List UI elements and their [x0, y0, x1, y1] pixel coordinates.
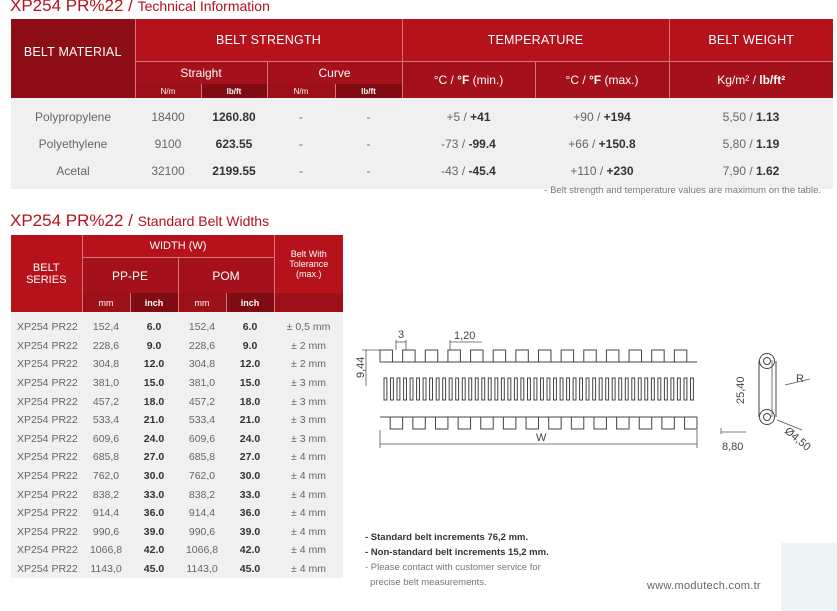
curve-lbft-cell: - [335, 98, 402, 130]
series-cell: XP254 PR22 [11, 355, 82, 374]
table-row [11, 411, 343, 430]
material-unit-spacer [11, 84, 135, 98]
temp-max-cell: +90 / +194 [535, 98, 669, 130]
note-standard: - Standard belt increments 76,2 mm. [365, 532, 529, 543]
table-row [11, 504, 343, 523]
hinge-slot [423, 378, 426, 400]
curve-lbft-cell: - [335, 130, 402, 157]
straight-lbft-unit: lb/ft [201, 84, 267, 98]
hinge-slot [404, 378, 407, 400]
pp-inch-cell: 24.0 [130, 430, 178, 449]
temp-min-header: °C / °F (min.) [402, 62, 535, 99]
pom-mm-cell: 457,2 [178, 392, 226, 411]
hinge-slot [443, 378, 446, 400]
table-row [11, 355, 343, 374]
straight-header: Straight [135, 62, 267, 85]
temp-min-cell: -43 / -45.4 [402, 157, 535, 189]
pp-inch-cell: 27.0 [130, 448, 178, 467]
hinge-slot [573, 378, 576, 400]
pom-mm-cell: 762,0 [178, 467, 226, 486]
hinge-slot [456, 378, 459, 400]
pp-mm-cell: 228,6 [82, 337, 130, 356]
pom-inch-cell: 24.0 [226, 430, 274, 449]
straight-nm-cell: 18400 [135, 98, 201, 130]
straight-lbft-cell: 2199.55 [201, 157, 267, 189]
pom-mm-cell: 381,0 [178, 374, 226, 393]
hinge-slot [638, 378, 641, 400]
curve-nm-cell: - [267, 98, 335, 130]
hinge-slot [677, 378, 680, 400]
pom-inch-cell: 6.0 [226, 312, 274, 337]
hinge-slot [684, 378, 687, 400]
pom-mm-cell: 1066,8 [178, 541, 226, 560]
tolerance-cell: ± 4 mm [274, 541, 343, 560]
pom-mm-cell: 685,8 [178, 448, 226, 467]
pp-inch-cell: 36.0 [130, 504, 178, 523]
note-contact: - Please contact with customer service for [365, 562, 541, 573]
temp-max-cell: +66 / +150.8 [535, 130, 669, 157]
tolerance-cell: ± 4 mm [274, 485, 343, 504]
hinge-slot [501, 378, 504, 400]
hinge-slot [384, 378, 387, 400]
series-cell: XP254 PR22 [11, 523, 82, 542]
temp-max-header: °C / °F (max.) [535, 62, 669, 99]
pom-header: POM [178, 258, 274, 294]
hinge-slot [410, 378, 413, 400]
pom-inch-cell: 12.0 [226, 355, 274, 374]
top-teeth-outline [380, 350, 687, 362]
pom-inch-cell: 15.0 [226, 374, 274, 393]
pp-inch-cell: 6.0 [130, 312, 178, 337]
note-non-standard: - Non-standard belt increments 15,2 mm. [365, 547, 549, 558]
series-cell: XP254 PR22 [11, 337, 82, 356]
pom-inch-cell: 9.0 [226, 337, 274, 356]
hinge-slot [475, 378, 478, 400]
tolerance-cell: ± 3 mm [274, 430, 343, 449]
pom-mm-cell: 838,2 [178, 485, 226, 504]
website-link[interactable]: www.modutech.com.tr [647, 580, 761, 592]
pp-mm-cell: 914,4 [82, 504, 130, 523]
curve-lbft-unit: lb/ft [335, 84, 402, 98]
pp-mm-cell: 1066,8 [82, 541, 130, 560]
tolerance-cell: ± 4 mm [274, 448, 343, 467]
hinge-slot [580, 378, 583, 400]
straight-nm-cell: 9100 [135, 130, 201, 157]
hinge-slot [482, 378, 485, 400]
hinge-slot [567, 378, 570, 400]
pp-mm-cell: 609,6 [82, 430, 130, 449]
pp-inch-cell: 42.0 [130, 541, 178, 560]
dim-pitch: 25,40 [735, 376, 747, 404]
temperature-header: TEMPERATURE [402, 19, 669, 62]
pp-inch-cell: 30.0 [130, 467, 178, 486]
curve-nm-cell: - [267, 130, 335, 157]
pp-mm-cell: 381,0 [82, 374, 130, 393]
hinge-slot [586, 378, 589, 400]
table-row [11, 560, 343, 579]
series-cell: XP254 PR22 [11, 485, 82, 504]
hinge-slot [430, 378, 433, 400]
belt-outline [380, 350, 697, 429]
pom-mm-cell: 914,4 [178, 504, 226, 523]
hinge-slot [560, 378, 563, 400]
hinge-slot [514, 378, 517, 400]
temp-min-cell: +5 / +41 [402, 98, 535, 130]
hinge-slots [384, 378, 693, 400]
dim-height: 9,44 [355, 356, 367, 378]
temp-max-cell: +110 / +230 [535, 157, 669, 189]
pp-mm-cell: 1143,0 [82, 560, 130, 579]
tolerance-header: Belt With Tolerance (max.) [274, 235, 343, 293]
pom-mm-cell: 152,4 [178, 312, 226, 337]
belt-widths-title: XP254 PR%22 / Standard Belt Widths [10, 211, 270, 230]
hinge-slot [651, 378, 654, 400]
pp-mm-cell: 990,6 [82, 523, 130, 542]
technical-info-table [11, 19, 833, 189]
pp-mm-cell: 685,8 [82, 448, 130, 467]
dim-hole-diameter: Ø4,50 [782, 425, 813, 454]
hinge-slot [397, 378, 400, 400]
increment-notes [365, 530, 549, 590]
temp-min-cell: -73 / -99.4 [402, 130, 535, 157]
belt-widths-table [11, 235, 343, 578]
pp-inch-cell: 39.0 [130, 523, 178, 542]
series-cell: XP254 PR22 [11, 504, 82, 523]
dim-width: W [536, 432, 547, 444]
dim-thickness: 8,80 [722, 441, 744, 453]
pom-mm-cell: 609,6 [178, 430, 226, 449]
table-row [11, 523, 343, 542]
series-cell: XP254 PR22 [11, 560, 82, 579]
tolerance-cell: ± 3 mm [274, 374, 343, 393]
note-precise: precise belt measurements. [370, 577, 487, 588]
belt-dimension-drawing [340, 320, 837, 460]
table-row [11, 130, 833, 157]
dim-slot-width: 1,20 [454, 330, 476, 342]
pp-inch-cell: 33.0 [130, 485, 178, 504]
table-row [11, 98, 833, 130]
hinge-slot [391, 378, 394, 400]
tolerance-cell: ± 4 mm [274, 504, 343, 523]
hinge-slot [625, 378, 628, 400]
belt-weight-header: BELT WEIGHT [669, 19, 833, 62]
pom-mm-unit: mm [178, 293, 226, 312]
weight-cell: 7,90 / 1.62 [669, 157, 833, 189]
pp-mm-cell: 838,2 [82, 485, 130, 504]
weight-cell: 5,50 / 1.13 [669, 98, 833, 130]
hinge-slot [508, 378, 511, 400]
tolerance-cell: ± 3 mm [274, 392, 343, 411]
hinge-slot [521, 378, 524, 400]
series-cell: XP254 PR22 [11, 312, 82, 337]
series-cell: XP254 PR22 [11, 467, 82, 486]
curve-header: Curve [267, 62, 402, 85]
pom-mm-cell: 990,6 [178, 523, 226, 542]
pom-mm-cell: 304,8 [178, 355, 226, 374]
pom-inch-cell: 30.0 [226, 467, 274, 486]
tolerance-cell: ± 4 mm [274, 467, 343, 486]
hinge-slot [619, 378, 622, 400]
hinge-slot [658, 378, 661, 400]
straight-lbft-cell: 623.55 [201, 130, 267, 157]
pom-inch-cell: 18.0 [226, 392, 274, 411]
straight-nm-cell: 32100 [135, 157, 201, 189]
hinge-slot [541, 378, 544, 400]
tolerance-cell: ± 3 mm [274, 411, 343, 430]
belt-material-header: BELT MATERIAL [11, 19, 135, 84]
hinge-slot [495, 378, 498, 400]
pom-mm-cell: 1143,0 [178, 560, 226, 579]
dim-radius: R [796, 373, 804, 385]
width-header: WIDTH (W) [82, 235, 274, 258]
pom-inch-unit: inch [226, 293, 274, 312]
pp-inch-cell: 45.0 [130, 560, 178, 579]
hinge-slot [691, 378, 694, 400]
table-row [11, 337, 343, 356]
pom-mm-cell: 228,6 [178, 337, 226, 356]
side-profile [759, 354, 776, 425]
table-row [11, 430, 343, 449]
table-row [11, 467, 343, 486]
material-cell: Polypropylene [11, 98, 135, 130]
corner-decoration [781, 543, 837, 611]
series-cell: XP254 PR22 [11, 448, 82, 467]
table-row [11, 541, 343, 560]
material-cell: Acetal [11, 157, 135, 189]
pp-inch-cell: 18.0 [130, 392, 178, 411]
tolerance-cell: ± 2 mm [274, 355, 343, 374]
pp-mm-cell: 457,2 [82, 392, 130, 411]
hinge-slot [554, 378, 557, 400]
pp-inch-cell: 9.0 [130, 337, 178, 356]
table-row [11, 312, 343, 337]
pp-mm-cell: 762,0 [82, 467, 130, 486]
series-cell: XP254 PR22 [11, 411, 82, 430]
pom-inch-cell: 36.0 [226, 504, 274, 523]
hinge-slot [606, 378, 609, 400]
material-cell: Polyethylene [11, 130, 135, 157]
hinge-slot [645, 378, 648, 400]
tolerance-cell: ± 2 mm [274, 337, 343, 356]
belt-strength-header: BELT STRENGTH [135, 19, 402, 62]
hinge-slot [528, 378, 531, 400]
pp-mm-unit: mm [82, 293, 130, 312]
hinge-slot [612, 378, 615, 400]
curve-nm-unit: N/m [267, 84, 335, 98]
pp-inch-cell: 12.0 [130, 355, 178, 374]
table-row [11, 448, 343, 467]
pom-inch-cell: 33.0 [226, 485, 274, 504]
belt-series-header: BELT SERIES [11, 235, 82, 312]
dim-pitch-gap: 3 [398, 329, 405, 341]
pom-inch-cell: 21.0 [226, 411, 274, 430]
series-cell: XP254 PR22 [11, 374, 82, 393]
curve-lbft-cell: - [335, 157, 402, 189]
pom-inch-cell: 39.0 [226, 523, 274, 542]
hinge-slot [436, 378, 439, 400]
hinge-slot [547, 378, 550, 400]
table-footnote: - Belt strength and temperature values are maximum on the table. [544, 185, 821, 196]
hinge-slot [417, 378, 420, 400]
pp-mm-cell: 304,8 [82, 355, 130, 374]
pp-inch-unit: inch [130, 293, 178, 312]
pom-mm-cell: 533,4 [178, 411, 226, 430]
straight-nm-unit: N/m [135, 84, 201, 98]
table-row [11, 374, 343, 393]
hinge-slot [599, 378, 602, 400]
technical-info-title: XP254 PR%22 / Technical Information [10, 0, 270, 15]
hinge-slot [449, 378, 452, 400]
tolerance-cell: ± 4 mm [274, 560, 343, 579]
tolerance-unit-spacer [274, 293, 343, 312]
hinge-slot [469, 378, 472, 400]
series-cell: XP254 PR22 [11, 430, 82, 449]
series-cell: XP254 PR22 [11, 541, 82, 560]
hinge-slot [488, 378, 491, 400]
pp-inch-cell: 21.0 [130, 411, 178, 430]
table-row [11, 485, 343, 504]
hinge-slot [664, 378, 667, 400]
hinge-slot [632, 378, 635, 400]
series-cell: XP254 PR22 [11, 392, 82, 411]
pp-pe-header: PP-PE [82, 258, 178, 294]
pom-inch-cell: 42.0 [226, 541, 274, 560]
table-row [11, 392, 343, 411]
weight-unit-header: Kg/m² / lb/ft² [669, 62, 833, 99]
pp-mm-cell: 152,4 [82, 312, 130, 337]
pom-inch-cell: 45.0 [226, 560, 274, 579]
hinge-slot [534, 378, 537, 400]
tolerance-cell: ± 0,5 mm [274, 312, 343, 337]
curve-nm-cell: - [267, 157, 335, 189]
hinge-slot [671, 378, 674, 400]
pp-inch-cell: 15.0 [130, 374, 178, 393]
straight-lbft-cell: 1260.80 [201, 98, 267, 130]
hinge-slot [462, 378, 465, 400]
weight-cell: 5,80 / 1.19 [669, 130, 833, 157]
tolerance-cell: ± 4 mm [274, 523, 343, 542]
hinge-slot [593, 378, 596, 400]
bottom-teeth-outline [380, 417, 697, 429]
pp-mm-cell: 533,4 [82, 411, 130, 430]
pom-inch-cell: 27.0 [226, 448, 274, 467]
